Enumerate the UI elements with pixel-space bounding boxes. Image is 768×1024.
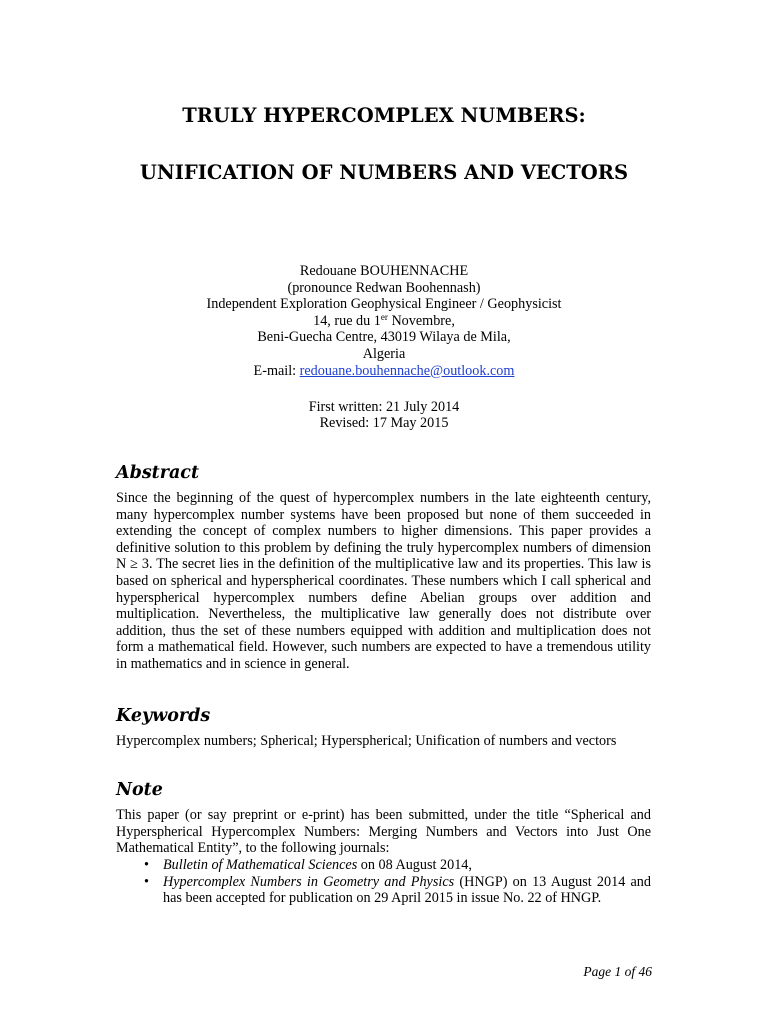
address-street-superscript: er <box>380 311 388 322</box>
revised-date: Revised: 17 May 2015 <box>319 415 449 432</box>
page-number: Page 1 of 46 <box>583 964 652 979</box>
paper-title-line-1: TRULY HYPERCOMPLEX NUMBERS: <box>182 104 586 127</box>
abstract-text: Since the beginning of the quest of hypercomplex numbers in the late eighteenth century, many hypercomplex number systems have been proposed but none of them succeeded in extending the concept of complex numbers to higher dimensions. This paper provides a definitive solution to this problem by defining the truly hypercomplex numbers of dimension N ≥ 3. The secret lies in the definition of the multiplicative law and its properties. This law is based on spherical and hyperspherical coordinates. These numbers which I call spherical and hyperspherical hypercomplex numbers define Abelian groups over addition and multiplication. Nevertheless, the multiplicative law generally does not distribute over addition, thus the set of these numbers equipped with addition and multiplication does not form a mathematical field. However, such numbers are expected to have a tremendous utility in mathematics and in science in general. <box>116 490 651 672</box>
author-name: Redouane BOUHENNACHE <box>299 263 469 279</box>
author-block <box>0 263 768 379</box>
journal-list-item <box>116 874 651 907</box>
journal-list-item <box>116 857 651 874</box>
journal-list <box>116 857 651 907</box>
bullet-icon: • <box>144 873 149 890</box>
first-written-date: First written: 21 July 2014 <box>308 399 460 415</box>
abstract-heading: Abstract <box>116 463 200 483</box>
journal-detail: (HNGP) on 13 August 2014 and has been accepted for publication on 29 April 2015 in issue No. 22 of HNGP. <box>163 873 651 907</box>
paper-title-line-2: UNIFICATION OF NUMBERS AND VECTORS <box>139 161 629 184</box>
note-heading: Note <box>116 780 163 800</box>
author-affiliation: Independent Exploration Geophysical Engineer / Geophysicist <box>206 296 562 313</box>
keywords-heading: Keywords <box>116 706 211 726</box>
journal-detail: on 08 August 2014, <box>357 857 472 873</box>
author-address-town: Beni-Guecha Centre, 43019 Wilaya de Mila, <box>257 329 511 346</box>
journal-name: Hypercomplex Numbers in Geometry and Physics <box>163 873 455 890</box>
author-address-country: Algeria <box>362 345 406 362</box>
address-street-suffix: Novembre, <box>387 312 455 329</box>
email-link[interactable]: redouane.bouhennache@outlook.com <box>299 362 515 379</box>
dates-block <box>0 399 768 432</box>
address-street-prefix: 14, rue du 1 <box>313 312 381 329</box>
keywords-text: Hypercomplex numbers; Spherical; Hyperspherical; Unification of numbers and vectors <box>116 733 617 749</box>
note-text: This paper (or say preprint or e-print) has been submitted, under the title “Spherical and Hyperspherical Hypercomplex Numbers: Merging Numbers and Vectors into Just One Mathematical Entity”, to the following journals: <box>116 807 651 857</box>
journal-name: Bulletin of Mathematical Sciences <box>163 857 358 873</box>
email-label: E-mail: <box>253 362 300 379</box>
author-address-street <box>0 313 768 330</box>
author-email-line <box>0 363 768 380</box>
author-pronunciation: (pronounce Redwan Boohennash) <box>287 279 481 296</box>
bullet-icon: • <box>144 857 149 873</box>
